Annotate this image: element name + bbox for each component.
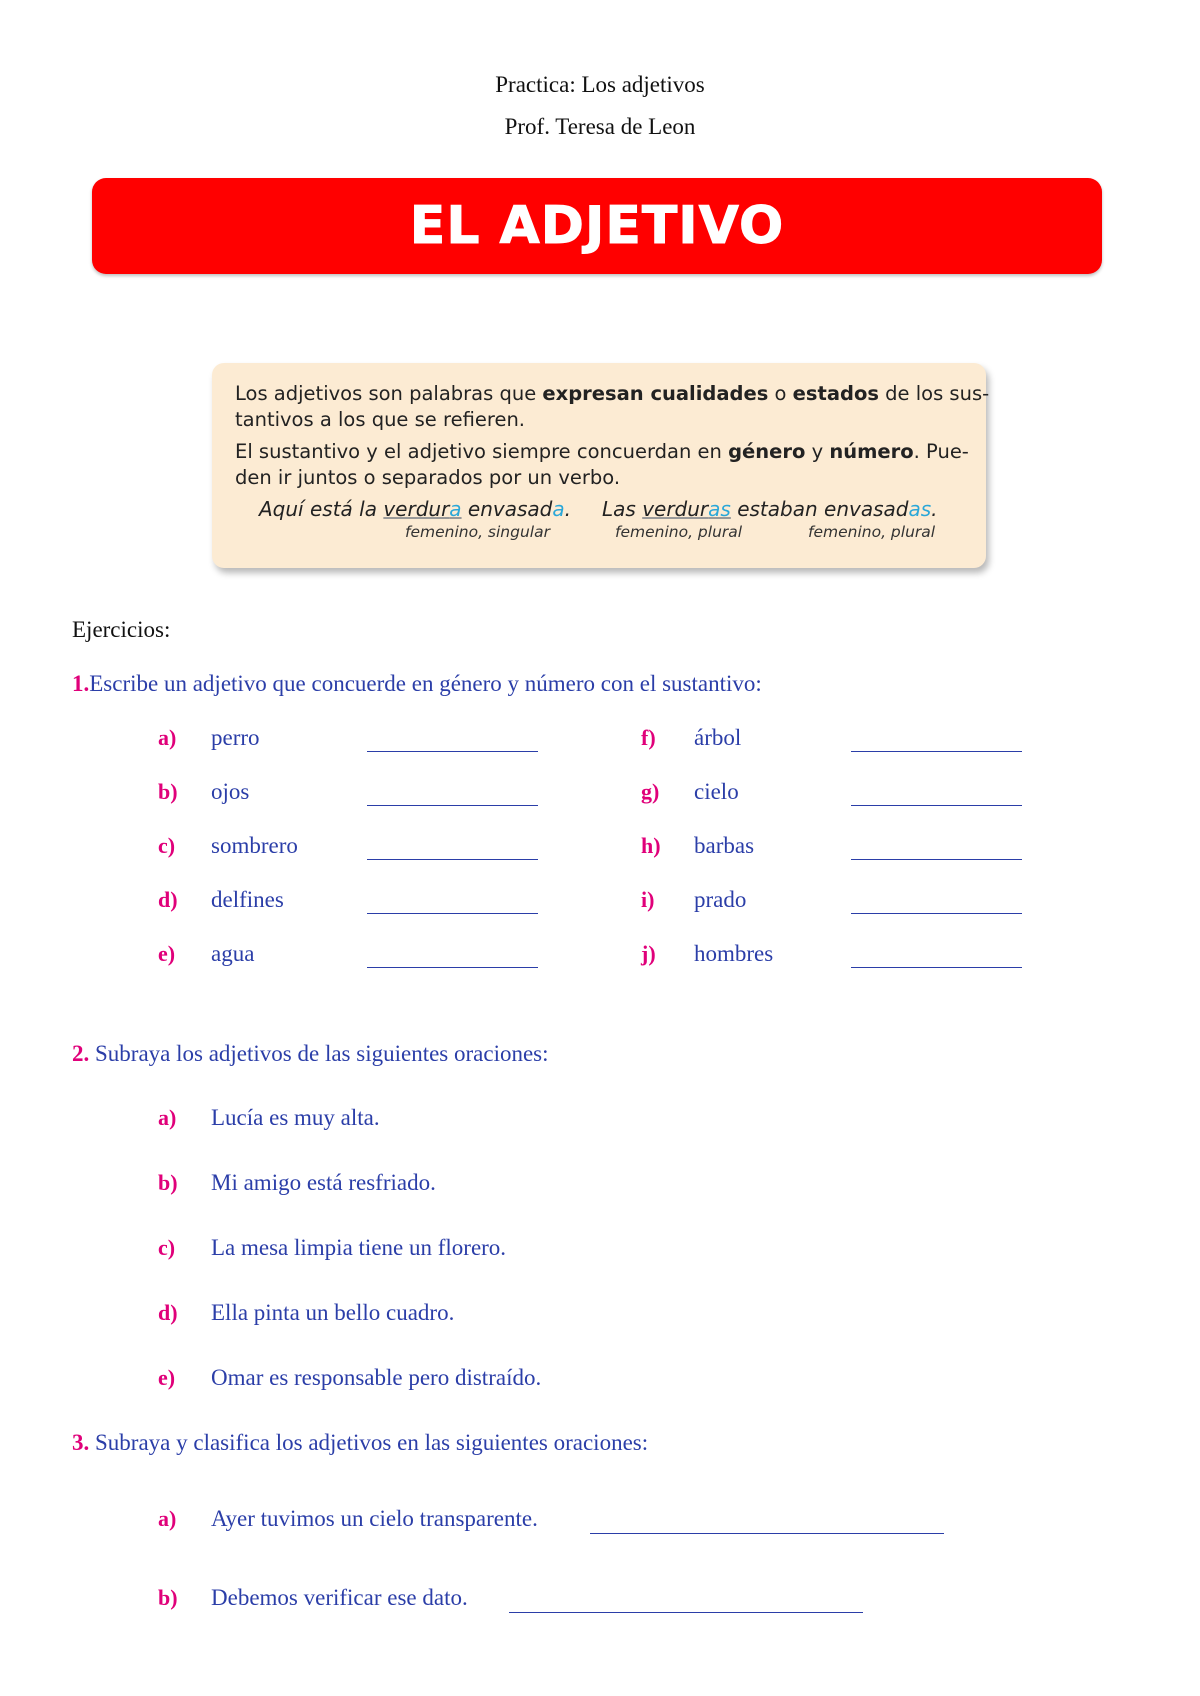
ex1-noun: ojos <box>211 779 250 804</box>
author-line: Prof. Teresa de Leon <box>504 114 696 139</box>
ex1-letter: i) <box>641 887 655 912</box>
ex1-letter: e) <box>158 941 176 966</box>
ex2-sentence[interactable]: Lucía es muy alta. <box>211 1105 380 1130</box>
exercise-1-instruction: 1.Escribe un adjetivo que concuerde en género y número con el sustantivo: <box>72 671 762 696</box>
example-sentence-1: Aquí está la verdura envasada. <box>259 497 571 521</box>
banner-title: EL ADJETIVO <box>409 196 785 256</box>
example-sentence-2: Las verduras estaban envasadas. <box>602 497 938 521</box>
definition-line-1: Los adjetivos son palabras que expresan cualidades o estados de los sus- <box>235 382 990 405</box>
ex1-letter: a) <box>158 725 177 750</box>
ex2-letter: a) <box>158 1105 177 1130</box>
exercises-heading: Ejercicios: <box>72 617 171 642</box>
ex1-letter: d) <box>158 887 178 912</box>
ex1-noun: hombres <box>694 941 774 966</box>
ex1-noun: agua <box>211 941 255 966</box>
grammar-note-2: femenino, plural <box>615 523 743 541</box>
ex1-noun: delfines <box>211 887 284 912</box>
ex1-noun: barbas <box>694 833 755 858</box>
ex1-noun: cielo <box>694 779 739 804</box>
ex1-noun: perro <box>211 725 260 750</box>
ex1-letter: g) <box>641 779 660 804</box>
ex1-answer-blank[interactable] <box>367 859 538 860</box>
definition-box <box>212 363 990 568</box>
ex3-answer-blank[interactable] <box>509 1612 863 1613</box>
exercise-2-instruction: 2. Subraya los adjetivos de las siguientes oraciones: <box>72 1041 549 1066</box>
ex1-letter: h) <box>641 833 661 858</box>
ex1-noun: sombrero <box>211 833 298 858</box>
definition-line-2: tantivos a los que se refieren. <box>235 408 525 431</box>
ex3-sentence[interactable]: Ayer tuvimos un cielo transparente. <box>211 1506 538 1531</box>
grammar-note-1: femenino, singular <box>405 523 550 541</box>
ex1-answer-blank[interactable] <box>367 805 538 806</box>
ex1-answer-blank[interactable] <box>367 967 538 968</box>
exercise-3-instruction: 3. Subraya y clasifica los adjetivos en las siguientes oraciones: <box>72 1430 649 1455</box>
ex1-answer-blank[interactable] <box>851 751 1022 752</box>
ex2-sentence[interactable]: La mesa limpia tiene un florero. <box>211 1235 507 1260</box>
ex2-sentence[interactable]: Ella pinta un bello cuadro. <box>211 1300 455 1325</box>
ex2-sentence[interactable]: Mi amigo está resfriado. <box>211 1170 436 1195</box>
ex3-sentence[interactable]: Debemos verificar ese dato. <box>211 1585 468 1610</box>
ex1-answer-blank[interactable] <box>367 913 538 914</box>
ex3-letter: a) <box>158 1506 177 1531</box>
ex1-answer-blank[interactable] <box>851 859 1022 860</box>
ex1-answer-blank[interactable] <box>851 967 1022 968</box>
ex1-answer-blank[interactable] <box>851 805 1022 806</box>
ex1-letter: j) <box>641 941 656 966</box>
ex1-answer-blank[interactable] <box>851 913 1022 914</box>
ex2-sentence[interactable]: Omar es responsable pero distraído. <box>211 1365 542 1390</box>
ex1-noun: árbol <box>694 725 742 750</box>
title-banner <box>92 178 1102 274</box>
ex3-answer-blank[interactable] <box>590 1533 944 1534</box>
document-title: Practica: Los adjetivos <box>495 72 705 97</box>
ex2-letter: b) <box>158 1170 178 1195</box>
ex1-noun: prado <box>694 887 747 912</box>
grammar-note-3: femenino, plural <box>808 523 936 541</box>
ex1-letter: f) <box>641 725 656 750</box>
ex2-letter: c) <box>158 1235 176 1260</box>
ex1-answer-blank[interactable] <box>367 751 538 752</box>
ex1-letter: c) <box>158 833 176 858</box>
ex1-letter: b) <box>158 779 178 804</box>
ex2-letter: e) <box>158 1365 176 1390</box>
definition-line-3: El sustantivo y el adjetivo siempre concuerdan en género y número. Pue- <box>235 440 969 463</box>
ex3-letter: b) <box>158 1585 178 1610</box>
ex2-letter: d) <box>158 1300 178 1325</box>
definition-line-4: den ir juntos o separados por un verbo. <box>235 466 621 489</box>
